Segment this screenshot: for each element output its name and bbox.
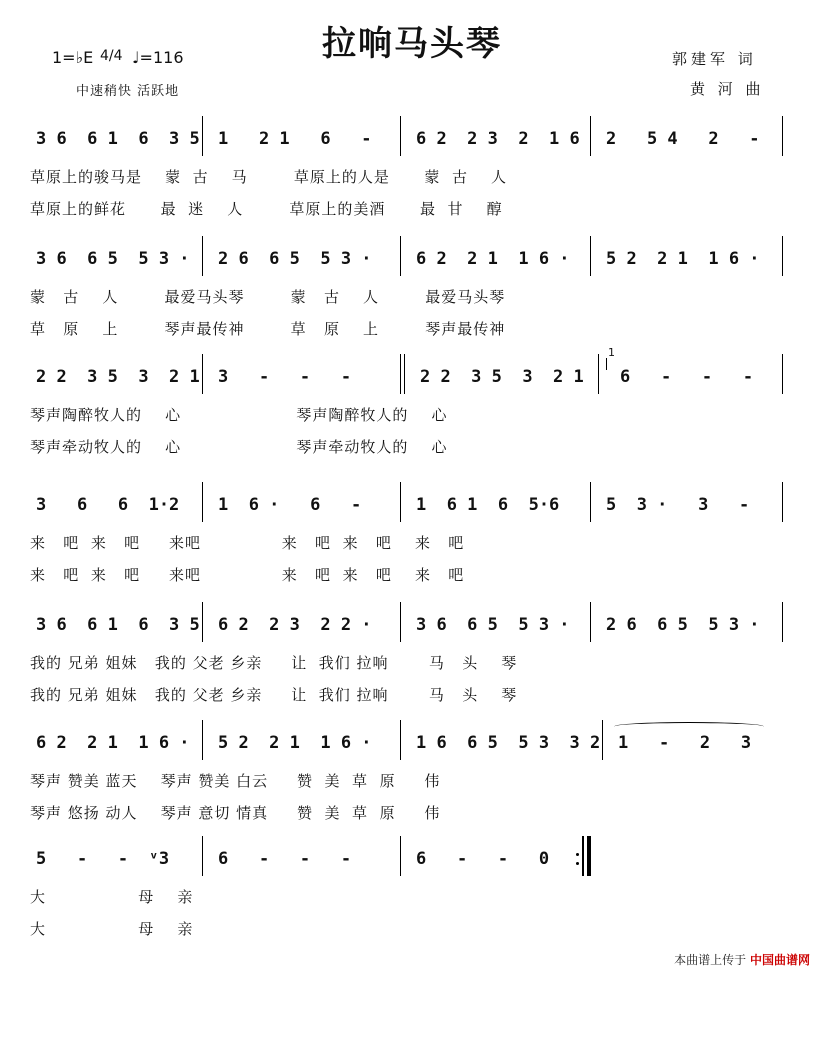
notation-line bbox=[30, 728, 790, 758]
measure: 1 6 · 6 - bbox=[218, 495, 362, 515]
measure: 5 2 2 1 1 6 · bbox=[218, 733, 372, 753]
composer-credit: 黄 河 曲 bbox=[690, 80, 765, 98]
final-bar-thin bbox=[582, 836, 584, 876]
bar-line bbox=[400, 482, 401, 522]
measure: 6 - - - bbox=[218, 849, 352, 869]
bar-line bbox=[202, 720, 203, 760]
site-brand[interactable]: 中国曲谱网 bbox=[749, 953, 810, 967]
tempo-marking: ♩=116 bbox=[132, 48, 184, 67]
lyrics-verse-2: 大 母 亲 bbox=[30, 920, 194, 938]
bar-line bbox=[202, 236, 203, 276]
measure: 3 6 6 1 6 3 5 bbox=[36, 129, 200, 149]
key-signature: 1=♭E bbox=[52, 48, 94, 67]
notation-line bbox=[30, 490, 790, 520]
measure: 3 6 6 5 5 3 · bbox=[416, 615, 570, 635]
lyrics-verse-2: 琴声 悠扬 动人 琴声 意切 情真 赞 美 草 原 伟 bbox=[30, 804, 441, 822]
measure: 2 5 4 2 - bbox=[606, 129, 760, 149]
lyrics-verse-1: 琴声陶醉牧人的 心 琴声陶醉牧人的 心 bbox=[30, 406, 448, 424]
bar-line bbox=[404, 354, 405, 394]
measure: 5 - - ᵛ3 bbox=[36, 849, 170, 869]
lyrics-verse-2: 草原上的鲜花 最 迷 人 草原上的美酒 最 甘 醇 bbox=[30, 200, 503, 218]
measure: 3 6 6 1·2 bbox=[36, 495, 180, 515]
score-row-6 bbox=[30, 728, 790, 828]
bar-line bbox=[400, 836, 401, 876]
notation-line bbox=[30, 844, 790, 874]
measure: 3 6 6 1 6 3 5 bbox=[36, 615, 200, 635]
bar-line bbox=[590, 236, 591, 276]
lyrics-verse-2: 琴声牵动牧人的 心 琴声牵动牧人的 心 bbox=[30, 438, 448, 456]
lyrics-verse-2: 草 原 上 琴声最传神 草 原 上 琴声最传神 bbox=[30, 320, 506, 338]
bar-line bbox=[400, 720, 401, 760]
measure: 1 6 1 6 5·6 bbox=[416, 495, 560, 515]
notation-line bbox=[30, 244, 790, 274]
measure: 3 - - - bbox=[218, 367, 352, 387]
bar-line bbox=[782, 236, 783, 276]
tie-arc bbox=[614, 722, 764, 731]
bar-line bbox=[202, 116, 203, 156]
bar-line bbox=[782, 116, 783, 156]
lyrics-verse-1: 我的 兄弟 姐妹 我的 父老 乡亲 让 我们 拉响 马 头 琴 bbox=[30, 654, 518, 672]
lyrics-verse-1: 大 母 亲 bbox=[30, 888, 194, 906]
bar-line bbox=[400, 236, 401, 276]
volta-bracket: 1 bbox=[608, 346, 615, 359]
repeat-dot bbox=[576, 853, 579, 856]
measure: 6 2 2 1 1 6 · bbox=[36, 733, 190, 753]
bar-line bbox=[602, 720, 603, 760]
measure: 5 2 2 1 1 6 · bbox=[606, 249, 760, 269]
notation-line bbox=[30, 610, 790, 640]
score-row-7 bbox=[30, 844, 790, 944]
measure: 1 - 2 3 bbox=[618, 733, 752, 753]
measure: 6 2 2 3 2 1 6 bbox=[416, 129, 580, 149]
lyrics-verse-1: 蒙 古 人 最爱马头琴 蒙 古 人 最爱马头琴 bbox=[30, 288, 506, 306]
measure: 2 2 3 5 3 2 1 bbox=[36, 367, 200, 387]
measure: 2 2 3 5 3 2 1 bbox=[420, 367, 584, 387]
bar-line bbox=[202, 836, 203, 876]
lyrics-verse-1: 草原上的骏马是 蒙 古 马 草原上的人是 蒙 古 人 bbox=[30, 168, 508, 186]
lyrics-verse-1: 来 吧 来 吧 来吧 来 吧 来 吧 来 吧 bbox=[30, 534, 465, 552]
bar-line bbox=[782, 482, 783, 522]
lyricist-credit: 郭建军 词 bbox=[672, 50, 757, 68]
repeat-dot bbox=[576, 862, 579, 865]
bar-line bbox=[590, 482, 591, 522]
upload-watermark bbox=[674, 951, 810, 968]
lyrics-verse-1: 琴声 赞美 蓝天 琴声 赞美 白云 赞 美 草 原 伟 bbox=[30, 772, 441, 790]
measure: 2 6 6 5 5 3 · bbox=[218, 249, 372, 269]
measure: 1 2 1 6 - bbox=[218, 129, 372, 149]
score-row-1 bbox=[30, 124, 790, 224]
song-title: 拉响马头琴 bbox=[322, 24, 502, 64]
notation-line bbox=[30, 124, 790, 154]
score-row-5 bbox=[30, 610, 790, 710]
score-row-3 bbox=[30, 346, 790, 462]
bar-line bbox=[400, 116, 401, 156]
bar-line bbox=[598, 354, 599, 394]
notation-line bbox=[30, 346, 790, 392]
bar-line bbox=[202, 482, 203, 522]
measure: 6 - - - bbox=[620, 367, 754, 387]
measure: 6 2 2 3 2 2 · bbox=[218, 615, 372, 635]
measure: 2 6 6 5 5 3 · bbox=[606, 615, 760, 635]
bar-line bbox=[782, 354, 783, 394]
measure: 6 2 2 1 1 6 · bbox=[416, 249, 570, 269]
score-row-2 bbox=[30, 244, 790, 344]
bar-line bbox=[590, 602, 591, 642]
bar-line bbox=[202, 354, 203, 394]
final-bar-thick bbox=[587, 836, 591, 876]
volta-line bbox=[606, 358, 607, 370]
lyrics-verse-2: 我的 兄弟 姐妹 我的 父老 乡亲 让 我们 拉响 马 头 琴 bbox=[30, 686, 518, 704]
bar-line bbox=[202, 602, 203, 642]
measure: 5 3 · 3 - bbox=[606, 495, 750, 515]
bar-line bbox=[590, 116, 591, 156]
lyrics-verse-2: 来 吧 来 吧 来吧 来 吧 来 吧 来 吧 bbox=[30, 566, 465, 584]
measure: 3 6 6 5 5 3 · bbox=[36, 249, 190, 269]
expression-marking: 中速稍快 活跃地 bbox=[76, 84, 180, 99]
bar-line bbox=[400, 602, 401, 642]
watermark-prefix: 本曲谱上传于 bbox=[674, 953, 747, 967]
time-signature: 4/4 bbox=[100, 48, 123, 64]
bar-line bbox=[400, 354, 401, 394]
measure: 6 - - 0 bbox=[416, 849, 550, 869]
measure: 1 6 6 5 5 3 3 2 bbox=[416, 733, 601, 753]
score-row-4 bbox=[30, 490, 790, 590]
bar-line bbox=[782, 602, 783, 642]
